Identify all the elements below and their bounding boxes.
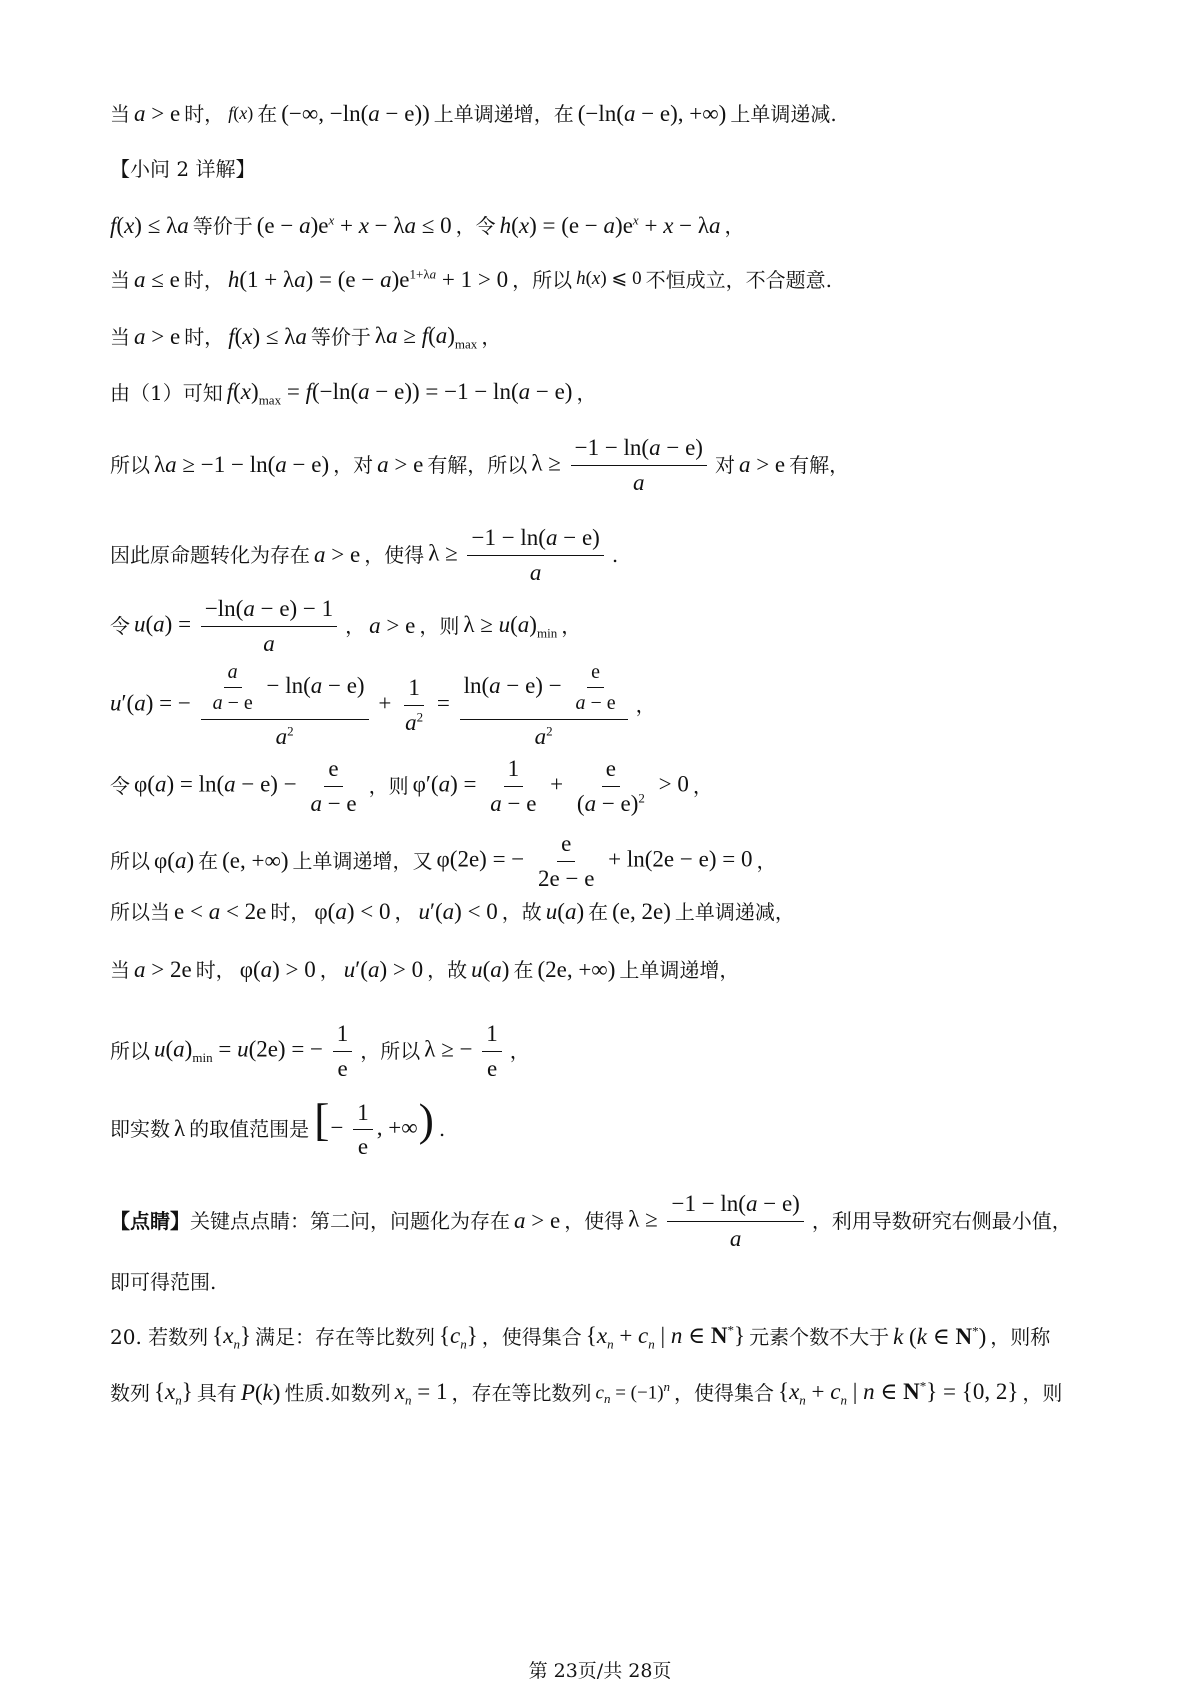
math: $\{x_n\}$ [154,1379,193,1408]
text: 在 [198,849,219,874]
text: 等价于 [192,213,253,238]
fraction: $\frac{1}{e}$ [482,1020,502,1082]
text-line [110,378,1110,408]
text: 20. 若数列 [110,1325,209,1350]
text: 上单调递增， [619,957,740,982]
text: 所以 [110,453,150,478]
math: a > 2e [134,957,192,982]
text-line [110,524,1110,586]
section-heading [110,157,1110,181]
text: ， [345,614,366,639]
fraction: $\frac{1}{a - e}$ [490,756,537,816]
text-line [110,322,1110,352]
math: (e, +∞) [222,848,289,874]
math: λ ≥ $\frac{-1 - \ln(a - e)}{a}$ [531,434,711,496]
text: 当 [110,957,130,982]
page-footer: 第 23页/共 28页 [528,1660,672,1682]
math: $x_n = 1$ [394,1379,448,1408]
math: k (k ∈ N*) [893,1323,987,1350]
fraction: $\frac{a}{a - e}$ − ln(a − e) $a^2$ [201,660,369,751]
text: 当 [110,325,130,350]
text: 即可得范围. [110,1270,217,1294]
text: 因此原命题转化为存在 [110,543,310,568]
fraction: $\frac{1}{a^2}$ [405,675,424,735]
text: 时， [184,101,225,126]
fraction: $\frac{-\ln(a - e) - 1}{a}$ [201,595,337,657]
text: ，对 [333,453,374,478]
math: (−∞, −ln(a − e)) [281,101,430,126]
math: h(x) ⩽ 0 [576,268,642,290]
text: 由（1）可知 [110,381,223,406]
text: ， [394,899,415,924]
text: 有解， [789,453,850,478]
text: 当 [110,101,130,126]
text: 【小问 2 详解】 [110,157,256,181]
math: e < a < 2e [174,899,267,924]
math: $f(x)_{max} = f(-\ln(a - e)) = -1 - \ln(a - e)$ [226,379,573,408]
math: u(a) [545,899,585,924]
text-line [110,830,1110,892]
text: ， [561,614,582,639]
text: 上单调递增，在 [433,101,574,126]
math: φ(a) > 0 [239,957,316,982]
text: . [438,1116,446,1141]
text: 上单调递减. [730,101,837,126]
text-line [110,434,1110,496]
math: a > e [134,101,181,126]
math: a > e [369,613,416,639]
math: a ≤ e [134,267,180,292]
text: 时， [184,325,225,350]
text: ，故 [427,957,468,982]
text: 对 [714,453,735,478]
text: 有解，所以 [427,453,528,478]
text-line [110,755,1110,817]
text: 元素个数不大于 [749,1325,890,1350]
math: $(e - a)e^x + x - \lambda a \le 0$ [256,212,452,238]
text: ， [481,325,502,350]
text: 当 [110,267,130,292]
fraction: ln(a − e) − $\frac{e}{a - e}$ $a^2$ [460,660,628,751]
math: (2e, +∞) [537,957,616,982]
math: φ′(a) = $\frac{1}{a - e}$ + $\frac{e}{(a - e)^2}$ > 0 [412,756,689,816]
math: $c_n = (-1)^n$ [595,1379,671,1407]
text-line [110,1020,1110,1082]
fraction: $\frac{-1 - \ln(a - e)}{a}$ [667,1190,803,1252]
math: u(a) [471,957,510,982]
text: 性质.如数列 [284,1381,391,1406]
math: u′(a) = − $\frac{a}{a - e}$ − ln(a − e) $a^2$ + $\frac{1}{a^2}$ = ln(a − e) − $\frac{e}{a - e}$ $a^2$ [110,660,632,751]
fraction: $\frac{e}{2e - e}$ [538,831,595,891]
text-line [110,1378,1110,1408]
text: ，则称 [990,1325,1051,1350]
math: a > e [514,1208,561,1234]
text: 时， [270,899,311,924]
text: ，使得 [364,543,425,568]
text: 上单调递减， [674,899,795,924]
fraction: $\frac{e}{a - e}$ [310,756,357,816]
math: a > e [738,452,786,478]
math: (e, 2e) [612,899,671,924]
text: 即实数 [110,1116,170,1141]
text: ，令 [455,213,496,238]
text: ，则 [419,614,460,639]
text: 满足：存在等比数列 [254,1325,435,1350]
math: λ ≥ $\frac{-1 - \ln(a - e)}{a}$ [628,1190,808,1252]
math: f(x) [228,103,254,123]
text: 具有 [196,1381,237,1406]
math: φ(a) < 0 [314,899,391,924]
math: λa ≥ −1 − ln(a − e) [154,452,330,478]
math: f(x) ≤ λa [110,213,189,238]
math: {$x_n + c_n$ | n ∈ N*} = {0, 2} [778,1378,1019,1408]
fraction: $\frac{-1 - \ln(a - e)}{a}$ [571,434,707,496]
math: λ ≥ $\frac{-1 - \ln(a - e)}{a}$ [428,524,608,586]
text: ，使得 [564,1209,625,1234]
text: 时， [195,957,236,982]
text-line [110,595,1110,657]
text: . [611,543,619,568]
text-line [110,266,1110,294]
math: $\lambda a \ge f(a)_{max}$ [374,323,478,352]
math: $\{c_n\}$ [438,1323,478,1352]
text: ，使得集合 [674,1381,775,1406]
math: λ [174,1116,186,1142]
text-line [110,1322,1110,1352]
math: (−ln(a − e), +∞) [577,101,727,126]
text-line [110,212,1110,240]
text: ，使得集合 [481,1325,582,1350]
math: a > e [134,324,181,350]
math: a > e [314,542,361,568]
text: 等价于 [310,325,371,350]
text: 关键点点睛：第二问，问题化为存在 [190,1209,510,1234]
math: u′(a) < 0 [418,899,498,924]
math: {$x_n + c_n$ | n ∈ N*} [585,1322,746,1352]
text: 令 [110,774,130,799]
text: ， [635,693,656,718]
math: λ ≥ − $\frac{1}{e}$ [424,1020,506,1082]
text: ， [724,213,745,238]
text-line [110,1270,1110,1294]
text: ， [756,849,777,874]
text-line [110,1190,1110,1252]
math: f(x) ≤ λa [228,324,307,350]
text: 令 [110,614,130,639]
text: ，则 [1022,1381,1063,1406]
fraction: $\frac{1}{e}$ [333,1020,353,1082]
text: 上单调递增，又 [292,849,433,874]
math: u(a) = $\frac{-\ln(a - e) - 1}{a}$ [134,595,341,657]
math: a > e [377,452,424,478]
text: 的取值范围是 [189,1116,310,1141]
fraction: $\frac{-1 - \ln(a - e)}{a}$ [467,524,603,586]
math: φ(a) = ln(a − e) − $\frac{e}{a - e}$ [134,755,365,817]
text-line [110,898,1110,926]
text: ， [509,1039,530,1064]
text: ，则 [368,774,409,799]
text: 所以 [110,1039,150,1064]
text-line [110,660,1110,751]
text: ，所以 [360,1039,421,1064]
text: 在 [513,957,534,982]
text: ，故 [501,899,542,924]
text: 所以 [110,849,150,874]
fraction: $\frac{1}{e}$ [353,1099,373,1161]
text-line [110,956,1110,984]
math: φ(a) [154,848,195,874]
math: $\lambda \ge u(a)_{min}$ [463,612,558,641]
fraction: $\frac{e}{(a - e)^2}$ [576,756,645,816]
text: ， [692,774,713,799]
text: ，所以 [512,267,573,292]
text: 在 [257,101,278,126]
math: $h(1 + \lambda a) = (e - a)e^{1+\lambda a} + 1 > 0$ [227,266,509,292]
text: 时， [183,267,224,292]
math: u′(a) > 0 [343,957,424,982]
math: [− $\frac{1}{e}$ , +∞) [314,1094,434,1160]
math: P(k) [240,1380,281,1406]
text: ，利用导数研究右侧最小值， [811,1209,1072,1234]
text: 不恒成立，不合题意. [645,267,832,292]
text: 数列 [110,1381,150,1406]
math: φ(2e) = − $\frac{e}{2e - e}$ + ln(2e − e) = 0 [436,831,753,891]
math: $u(a)_{min} = u(2e)$ = − $\frac{1}{e}$ [154,1020,356,1082]
text: 在 [588,899,609,924]
text: ， [319,957,340,982]
math: $\{x_n\}$ [212,1323,251,1352]
text-line [110,100,1110,128]
text: 所以当 [110,899,170,924]
text: ， [576,381,597,406]
text: ，存在等比数列 [451,1381,592,1406]
tag: 【点睛】 [110,1209,190,1234]
text-line [110,1094,1110,1161]
math: $h(x) = (e - a)e^x + x - \lambda a$ [499,212,721,238]
